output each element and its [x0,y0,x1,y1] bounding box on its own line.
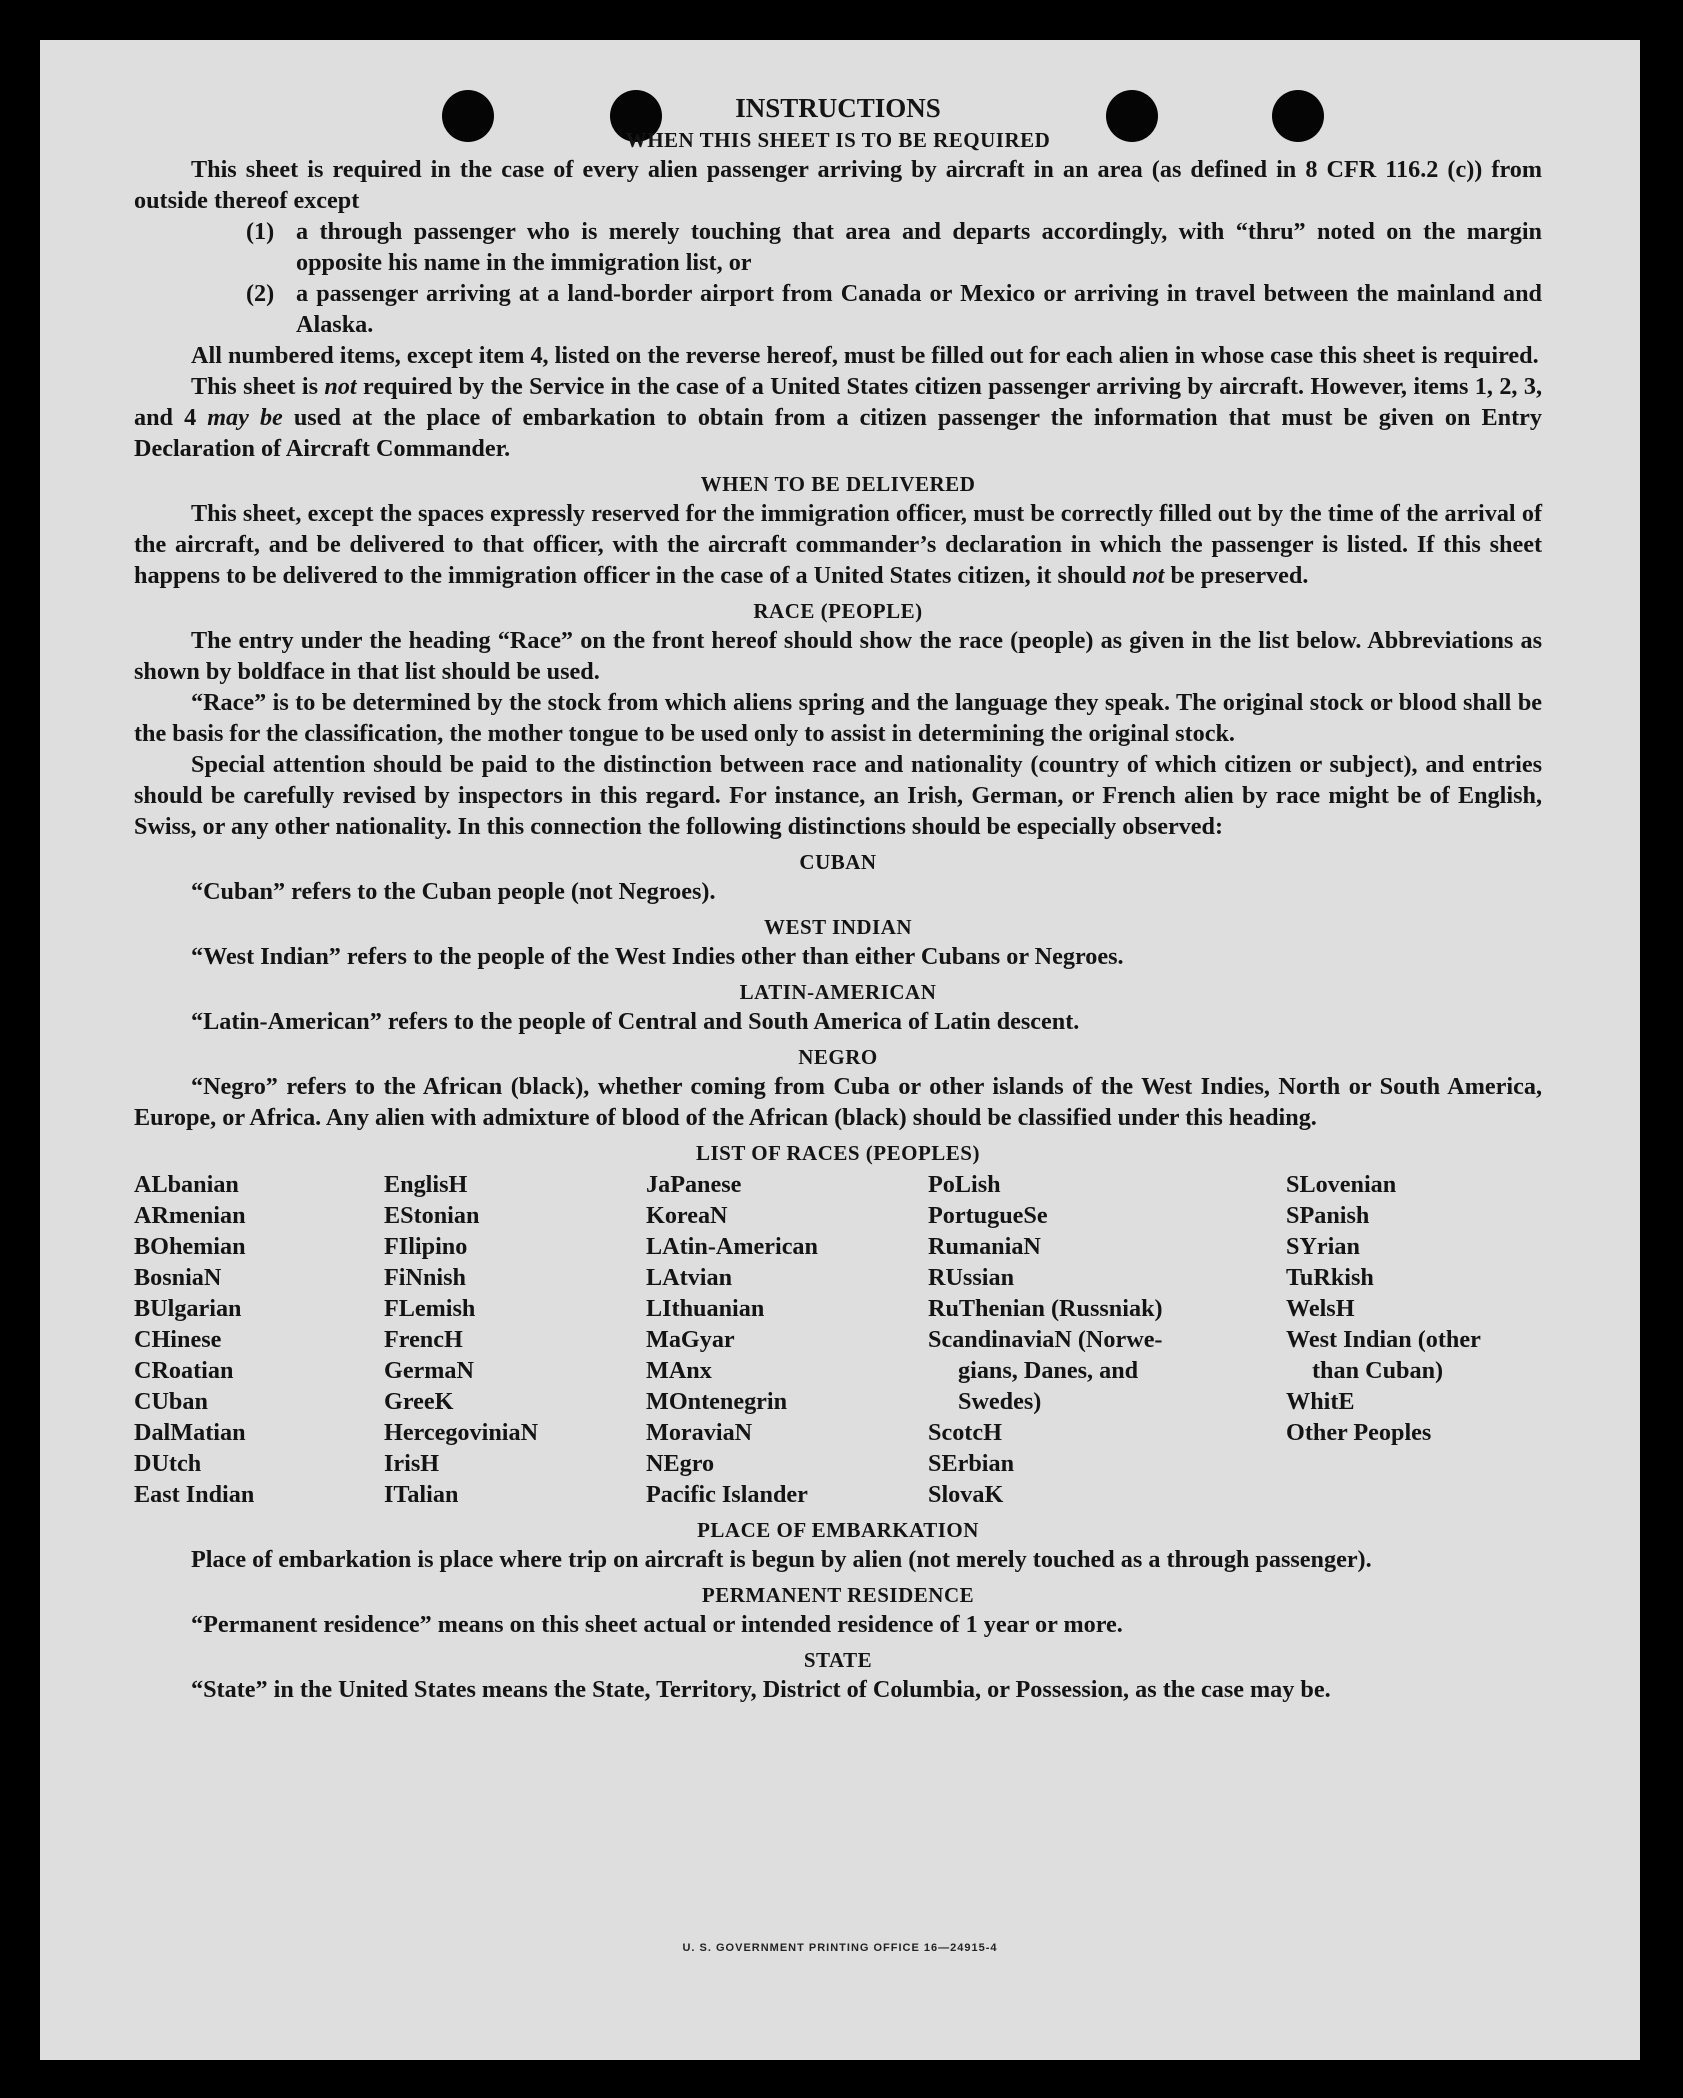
races-column-1 [134,1169,384,1510]
race-entry: SPanish [1286,1202,1370,1229]
required-para3 [134,371,1542,464]
race-entry: NEgro [646,1450,715,1477]
item-number: (2) [246,280,275,307]
race-entry: PortugueSe [928,1202,1048,1229]
race-entry: LAtvian [646,1264,733,1291]
heading-latin-american: LATIN-AMERICAN [739,980,937,1004]
race-entry: ScotcH [928,1419,1002,1446]
west-indian-text: “West Indian” refers to the people of the West Indies other than either Cubans or Negroes. [191,943,1124,970]
text-run: required by the Service in the case of a United States citizen passenger arriving by aircraft. However, items 1, 2, 3, and 4 [134,373,1542,431]
race-entry: BOhemian [134,1233,246,1260]
item-text: a through passenger who is merely touching that area and departs accordingly, with “thru” noted on the margin opposite his name in the immigration list, or [296,218,1542,276]
race-entry: EStonian [384,1202,480,1229]
race-entry: CUban [134,1388,208,1415]
race-entry: SlovaK [928,1481,1004,1508]
race-entry: FrencH [384,1326,463,1353]
heading-embarkation: PLACE OF EMBARKATION [697,1518,979,1542]
race-entry: East Indian [134,1481,255,1508]
race-entry: DalMatian [134,1419,246,1446]
race-entry: ARmenian [134,1202,246,1229]
negro-text: “Negro” refers to the African (black), whether coming from Cuba or other islands of the West Indies, North or South America, Europe, or Africa. Any alien with admixture of blood of the African (black) should be classified under this heading. [134,1073,1542,1131]
text-run: This sheet, except the spaces expressly reserved for the immigration officer, must be correctly filled out by the time of the arrival of the aircraft, and be delivered to that officer, with the aircraft commander’s declaration in which the passenger is listed. If this sheet happens to be delivered to the immigration officer in the case of a United States citizen, it should [134,500,1542,589]
heading-races-list: LIST OF RACES (PEOPLES) [696,1141,980,1165]
race-entry: DUtch [134,1450,202,1477]
heading-delivered: WHEN TO BE DELIVERED [700,472,976,496]
heading-west-indian: WEST INDIAN [763,915,913,939]
race-entry-continued: than Cuban) [1312,1357,1444,1384]
heading-race: RACE (PEOPLE) [753,599,923,623]
required-intro: This sheet is required in the case of every alien passenger arriving by aircraft in an area (as defined in 8 CFR 116.2 (c)) from outside thereof except [134,156,1542,214]
race-entry-continued: gians, Danes, and [958,1357,1139,1384]
race-entry: LAtin-American [646,1233,818,1260]
state-text: “State” in the United States means the State, Territory, District of Columbia, or Possession, as the case may be. [191,1676,1331,1703]
exception-item [246,216,1542,278]
race-entry: West Indian (other [1286,1326,1481,1353]
race-entry: SYrian [1286,1233,1360,1260]
race-entry: LIthuanian [646,1295,765,1322]
heading-state: STATE [803,1648,873,1672]
races-column-4 [928,1169,1286,1510]
race-entry: PoLish [928,1171,1001,1198]
race-entry: BosniaN [134,1264,222,1291]
race-entry: ITalian [384,1481,459,1508]
race-entry: ALbanian [134,1171,239,1198]
latin-american-text: “Latin-American” refers to the people of Central and South America of Latin descent. [191,1008,1080,1035]
emphasis: not [324,373,357,400]
races-list [134,1169,1542,1510]
race-entry: EnglisH [384,1171,468,1198]
embarkation-text: Place of embarkation is place where trip on aircraft is begun by alien (not merely touched as a through passenger). [191,1546,1372,1573]
races-column-2 [384,1169,646,1510]
race-entry: MAnx [646,1357,712,1384]
race-entry: GermaN [384,1357,474,1384]
heading-cuban: CUBAN [799,850,877,874]
exception-item [246,278,1542,340]
page-title: INSTRUCTIONS [735,93,941,123]
races-column-5 [1286,1169,1542,1510]
race-entry: HercegoviniaN [384,1419,539,1446]
race-entry: WhitE [1286,1388,1355,1415]
race-entry: FiNnish [384,1264,466,1291]
race-entry: SErbian [928,1450,1015,1477]
emphasis: may be [207,404,283,431]
heading-residence: PERMANENT RESIDENCE [701,1583,975,1607]
race-entry: RumaniaN [928,1233,1041,1260]
race-entry: KoreaN [646,1202,728,1229]
race-p2: “Race” is to be determined by the stock from which aliens spring and the language they speak. The original stock or blood shall be the basis for the classification, the mother tongue to be used only to assist in determining the original stock. [134,689,1542,747]
required-para2: All numbered items, except item 4, listed on the reverse hereof, must be filled out for each alien in whose case this sheet is required. [191,342,1539,369]
text-run: used at the place of embarkation to obtain from a citizen passenger the information that must be given on Entry Declaration of Aircraft Commander. [134,404,1542,462]
text-run: be preserved. [1164,562,1309,589]
race-entry-continued: Swedes) [958,1388,1042,1415]
races-column-3 [646,1169,928,1510]
heading-negro: NEGRO [798,1045,878,1069]
race-entry: MaGyar [646,1326,735,1353]
race-entry: BUlgarian [134,1295,242,1322]
item-text: a passenger arriving at a land-border airport from Canada or Mexico or arriving in travel between the mainland and Alaska. [296,280,1542,338]
race-entry: CRoatian [134,1357,234,1384]
race-p3: Special attention should be paid to the distinction between race and nationality (country of which citizen or subject), and entries should be carefully revised by inspectors in this regard. For instance, an Irish, German, or French alien by race might be of English, Swiss, or any other nationality. In this connection the following distinctions should be especially observed: [134,751,1542,840]
document-page [40,40,1640,2060]
text-run: This sheet is [191,373,325,400]
race-entry: MoraviaN [646,1419,753,1446]
residence-text: “Permanent residence” means on this sheet actual or intended residence of 1 year or more. [191,1611,1123,1638]
race-entry: SLovenian [1286,1171,1397,1198]
race-p1: The entry under the heading “Race” on the front hereof should show the race (people) as given in the list below. Abbreviations as shown by boldface in that list should be used. [134,627,1542,685]
race-entry: Pacific Islander [646,1481,808,1508]
emphasis: not [1132,562,1165,589]
item-number: (1) [246,218,275,245]
race-entry: Other Peoples [1286,1419,1432,1446]
delivered-text [134,498,1542,591]
printer-imprint: U. S. GOVERNMENT PRINTING OFFICE 16—24915-4 [682,1942,998,1954]
heading-required: WHEN THIS SHEET IS TO BE REQUIRED [625,128,1051,152]
cuban-text: “Cuban” refers to the Cuban people (not Negroes). [191,878,716,905]
race-entry: FIlipino [384,1233,468,1260]
race-entry: CHinese [134,1326,222,1353]
race-entry: RUssian [928,1264,1015,1291]
race-entry: IrisH [384,1450,440,1477]
race-entry: TuRkish [1286,1264,1374,1291]
race-entry: JaPanese [646,1171,742,1198]
race-entry: FLemish [384,1295,476,1322]
instructions-body [134,90,1542,1705]
race-entry: RuThenian (Russniak) [928,1295,1163,1322]
race-entry: MOntenegrin [646,1388,788,1415]
race-entry: WelsH [1286,1295,1355,1322]
race-entry: ScandinaviaN (Norwe- [928,1326,1163,1353]
race-entry: GreeK [384,1388,454,1415]
